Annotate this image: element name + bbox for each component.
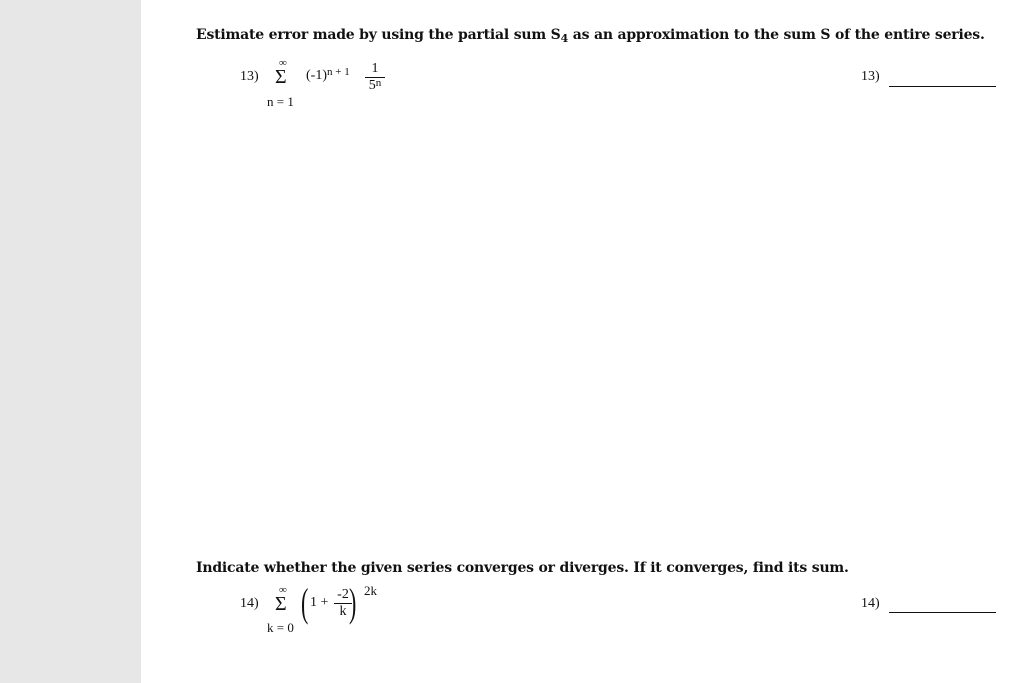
- instruction-text-end: as an approximation to the sum S of the entire series.: [568, 27, 985, 43]
- term-lead: 1 +: [310, 595, 329, 610]
- answer-label: 14): [861, 596, 880, 611]
- partial-sum-subscript: 4: [560, 32, 569, 45]
- open-parenthesis: (: [300, 580, 309, 625]
- sum-lower-limit: n = 1: [267, 94, 294, 109]
- problem-number: 14): [240, 596, 259, 611]
- close-parenthesis: ): [348, 580, 357, 625]
- problem-number: 13): [240, 69, 259, 84]
- left-margin-panel: [0, 0, 141, 683]
- series-term: [306, 68, 350, 84]
- answer-label: 13): [861, 69, 880, 84]
- sigma-symbol: Σ: [275, 593, 287, 615]
- sum-upper-limit: ∞: [279, 57, 287, 69]
- sigma-symbol: Σ: [275, 66, 287, 88]
- instruction-text: Estimate error made by using the partial sum: [196, 27, 551, 43]
- answer-blank[interactable]: [889, 86, 996, 87]
- section-instruction-converge-diverge: Indicate whether the given series converges or diverges. If it converges, find its sum.: [196, 560, 849, 576]
- term-exponent: n + 1: [327, 66, 350, 78]
- answer-blank[interactable]: [889, 612, 996, 613]
- term-base: (-1): [306, 68, 327, 83]
- fraction-numerator: -2: [337, 587, 349, 602]
- section-instruction-estimate-error: [196, 27, 985, 43]
- fraction-denominator: 5$^n$: [368, 77, 382, 93]
- sum-lower-limit: k = 0: [267, 620, 294, 635]
- partial-sum-symbol: S: [550, 27, 561, 43]
- fraction-denominator: k: [339, 604, 347, 619]
- series-fraction: [365, 61, 385, 94]
- outer-exponent: 2k: [364, 583, 377, 598]
- fraction-numerator: 1: [371, 61, 379, 76]
- sum-upper-limit: ∞: [279, 584, 287, 596]
